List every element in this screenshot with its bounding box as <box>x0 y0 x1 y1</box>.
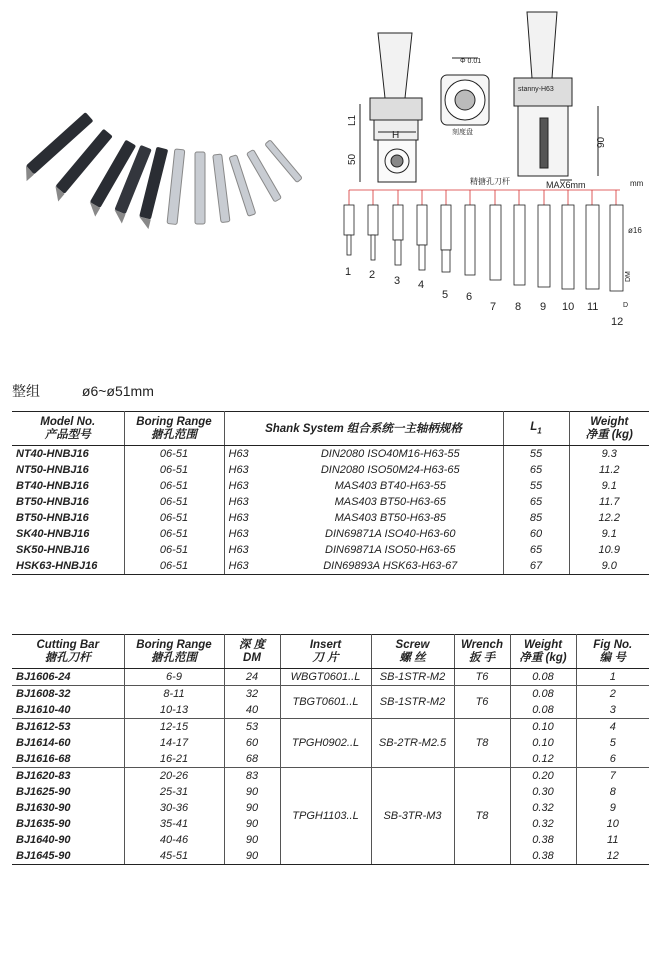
cell-sys: H63 <box>224 446 278 463</box>
holder-drawing-left <box>360 33 422 182</box>
cell-screw: SB-2TR-M2.5 <box>371 719 454 768</box>
cell-std: DIN69893A HSK63-H63-67 <box>278 558 503 575</box>
fig-number-labels <box>345 266 623 328</box>
d-label: D <box>623 302 629 309</box>
cell-weight: 0.32 <box>510 800 576 816</box>
cell-wrench: T8 <box>454 768 510 865</box>
cell-weight: 11.7 <box>569 494 649 510</box>
cell-depth: 32 <box>224 686 280 703</box>
cell-model: SK50-HNBJ16 <box>16 544 90 556</box>
cell-range: 6-9 <box>124 669 224 686</box>
cell-wrench: T6 <box>454 669 510 686</box>
fig-number: 4 <box>418 279 425 291</box>
dial-icon <box>441 58 489 125</box>
cell-depth: 90 <box>224 816 280 832</box>
cell-model: NT50-HNBJ16 <box>16 464 89 476</box>
cell-depth: 90 <box>224 784 280 800</box>
col-wrench: Wrench 扳 手 <box>454 635 510 669</box>
cell-l1: 60 <box>503 526 569 542</box>
connector-lines <box>349 190 620 205</box>
cell-std: DIN69871A ISO50-H63-65 <box>325 544 456 556</box>
cell-range: 06-51 <box>124 558 224 575</box>
cell-insert: WBGT0601..L <box>280 669 371 686</box>
cell-range: 06-51 <box>124 478 224 494</box>
fig-number: 2 <box>369 269 376 281</box>
cell-std: DIN2080 ISO40M16-H63-55 <box>320 448 460 460</box>
ninety-label: 90 <box>596 136 607 148</box>
cell-depth: 90 <box>224 832 280 848</box>
cell-sys: H63 <box>224 526 278 542</box>
holder-table-header <box>12 412 649 446</box>
cell-bar: BJ1640-90 <box>16 834 71 846</box>
col-depth: 深 度 DM <box>224 635 280 669</box>
col-model: Model No. 产品型号 <box>12 412 124 446</box>
fig-number: 12 <box>611 316 624 328</box>
cell-weight: 0.10 <box>510 719 576 736</box>
fifty-label: 50 <box>347 153 358 165</box>
col-l1: $L_1$ <box>503 412 569 446</box>
table-row <box>12 669 649 686</box>
cell-l1: 65 <box>503 462 569 478</box>
fig-number: 10 <box>562 301 575 313</box>
cell-l1: 67 <box>503 558 569 575</box>
cell-std: MAS403 BT50-H63-85 <box>334 512 446 524</box>
cell-depth: 90 <box>224 848 280 865</box>
table-row <box>12 768 649 785</box>
cell-fig: 4 <box>576 719 649 736</box>
col-range: Boring Range 搪孔范围 <box>124 635 224 669</box>
cell-fig: 12 <box>576 848 649 865</box>
fig-number: 1 <box>345 266 352 278</box>
bar-outlines <box>344 205 623 291</box>
cell-weight: 0.08 <box>510 686 576 703</box>
cell-model: BT50-HNBJ16 <box>16 496 89 508</box>
fig-number: 3 <box>394 275 401 287</box>
col-screw: Screw 螺 丝 <box>371 635 454 669</box>
cell-weight: 0.08 <box>510 669 576 686</box>
fig-number: 11 <box>587 301 599 313</box>
cell-range: 35-41 <box>124 816 224 832</box>
cell-range: 06-51 <box>124 542 224 558</box>
cell-depth: 68 <box>224 751 280 768</box>
table-row <box>12 558 649 575</box>
fig-number: 6 <box>466 291 473 303</box>
mm-label: mm <box>630 179 644 188</box>
cell-range: 25-31 <box>124 784 224 800</box>
table-row <box>12 686 649 703</box>
cell-insert: TBGT0601..L <box>280 686 371 719</box>
cell-weight: 0.38 <box>510 832 576 848</box>
cell-range: 06-51 <box>124 526 224 542</box>
cell-range: 16-21 <box>124 751 224 768</box>
table-row <box>12 462 649 478</box>
cell-std: MAS403 BT40-H63-55 <box>334 480 446 492</box>
cell-bar: BJ1625-90 <box>16 786 71 798</box>
cell-std: MAS403 BT50-H63-65 <box>334 496 446 508</box>
phi16-label: ø16 <box>628 226 642 235</box>
cell-weight: 10.9 <box>569 542 649 558</box>
cell-fig: 6 <box>576 751 649 768</box>
section-title-range: ø6~ø51mm <box>81 383 154 399</box>
cell-model: HSK63-HNBJ16 <box>12 558 124 575</box>
bar-caption: 精搪孔刀杆 <box>470 177 510 186</box>
cell-range: 14-17 <box>124 735 224 751</box>
cell-weight: 0.30 <box>510 784 576 800</box>
cell-weight: 11.2 <box>569 462 649 478</box>
holder-drawing-right <box>514 12 598 180</box>
cell-weight: 0.20 <box>510 768 576 785</box>
cell-range: 06-51 <box>124 510 224 526</box>
col-weight: Weight 净重 (kg) <box>569 412 649 446</box>
cell-weight: 9.1 <box>569 478 649 494</box>
col-fig: Fig No. 编 号 <box>576 635 649 669</box>
cell-weight: 9.1 <box>569 526 649 542</box>
cell-weight: 9.3 <box>569 446 649 463</box>
cell-depth: 90 <box>224 800 280 816</box>
cell-model: BT50-HNBJ16 <box>16 512 89 524</box>
max6-label: MAX6mm <box>546 180 586 190</box>
cell-fig: 1 <box>576 669 649 686</box>
fig-number: 8 <box>515 301 522 313</box>
cutting-bar-table <box>12 634 649 865</box>
table-row <box>12 478 649 494</box>
cell-bar: BJ1614-60 <box>16 737 71 749</box>
cell-sys: H63 <box>224 478 278 494</box>
cell-fig: 5 <box>576 735 649 751</box>
table-row <box>12 446 649 463</box>
cell-weight: 0.10 <box>510 735 576 751</box>
cell-depth: 40 <box>224 702 280 719</box>
section-title <box>12 381 192 401</box>
cell-l1: 55 <box>503 446 569 463</box>
fig-number: 9 <box>540 301 547 313</box>
cell-bar: BJ1620-83 <box>12 768 124 785</box>
cell-model: NT40-HNBJ16 <box>16 448 89 460</box>
cell-insert: TPGH0902..L <box>280 719 371 768</box>
cell-bar: BJ1610-40 <box>16 704 71 716</box>
cell-fig: 7 <box>576 768 649 785</box>
cell-depth: 60 <box>224 735 280 751</box>
cell-range: 06-51 <box>124 462 224 478</box>
dm-label: DM <box>625 271 632 282</box>
cell-bar: BJ1630-90 <box>16 802 71 814</box>
cell-depth: 83 <box>224 768 280 785</box>
cell-bar: BJ1608-32 <box>12 686 124 703</box>
cell-wrench: T6 <box>454 686 510 719</box>
l1-label: L1 <box>347 114 358 126</box>
cutting-bar-table-header <box>12 635 649 669</box>
cell-weight: 9.0 <box>569 558 649 575</box>
cell-model: BT40-HNBJ16 <box>16 480 89 492</box>
cell-fig: 9 <box>576 800 649 816</box>
cell-fig: 8 <box>576 784 649 800</box>
cell-wrench: T8 <box>454 719 510 768</box>
cell-sys: H63 <box>224 542 278 558</box>
holder-table <box>12 411 649 575</box>
product-figure <box>0 0 659 330</box>
cell-sys: H63 <box>224 494 278 510</box>
phi001-label: Φ 0.01 <box>460 58 482 65</box>
cell-range: 12-15 <box>124 719 224 736</box>
cell-l1: 55 <box>503 478 569 494</box>
cell-screw: SB-1STR-M2 <box>371 686 454 719</box>
cell-weight: 0.38 <box>510 848 576 865</box>
section-title-name: 整组 <box>12 383 40 399</box>
cell-weight: 0.08 <box>510 702 576 719</box>
shank-label: stanny-H63 <box>518 86 554 93</box>
table-row <box>12 526 649 542</box>
cell-range: 45-51 <box>124 848 224 865</box>
cell-range: 30-36 <box>124 800 224 816</box>
cell-screw: SB-1STR-M2 <box>371 669 454 686</box>
cell-screw: SB-3TR-M3 <box>371 768 454 865</box>
cell-range: 20-26 <box>124 768 224 785</box>
col-weight: Weight 净重 (kg) <box>510 635 576 669</box>
cell-bar: BJ1606-24 <box>16 671 71 683</box>
cell-insert: TPGH1103..L <box>280 768 371 865</box>
cell-bar: BJ1616-68 <box>16 753 71 765</box>
col-shank: Shank System 组合系统一主轴柄规格 <box>224 412 503 446</box>
cell-sys: H63 <box>224 510 278 526</box>
cell-l1: 65 <box>503 494 569 510</box>
cell-range: 10-13 <box>124 702 224 719</box>
table-row <box>12 510 649 526</box>
table-row <box>12 719 649 736</box>
cell-depth: 24 <box>224 669 280 686</box>
col-range: Boring Range 搪孔范围 <box>124 412 224 446</box>
cell-depth: 53 <box>224 719 280 736</box>
cell-sys: H63 <box>224 462 278 478</box>
cell-bar: BJ1645-90 <box>12 848 124 865</box>
scale-caption: 刻度盘 <box>452 129 473 136</box>
table-row <box>12 542 649 558</box>
fig-number: 7 <box>490 301 497 313</box>
boring-bars-photo <box>19 112 303 229</box>
cell-fig: 3 <box>576 702 649 719</box>
h-label: H <box>392 130 400 141</box>
cell-model: SK40-HNBJ16 <box>16 528 90 540</box>
cell-range: 06-51 <box>124 446 224 463</box>
cell-fig: 10 <box>576 816 649 832</box>
cell-std: DIN2080 ISO50M24-H63-65 <box>320 464 460 476</box>
cell-sys: H63 <box>224 558 278 575</box>
cell-weight: 0.12 <box>510 751 576 768</box>
cell-weight: 12.2 <box>569 510 649 526</box>
col-bar: Cutting Bar 搪孔刀杆 <box>12 635 124 669</box>
cell-range: 06-51 <box>124 494 224 510</box>
col-insert: Insert 刀 片 <box>280 635 371 669</box>
table-row <box>12 494 649 510</box>
cell-l1: 65 <box>503 542 569 558</box>
cell-bar: BJ1635-90 <box>16 818 71 830</box>
cell-bar: BJ1612-53 <box>12 719 124 736</box>
cell-std: DIN69871A ISO40-H63-60 <box>325 528 456 540</box>
cell-range: 8-11 <box>124 686 224 703</box>
cell-l1: 85 <box>503 510 569 526</box>
cell-weight: 0.32 <box>510 816 576 832</box>
cell-fig: 11 <box>576 832 649 848</box>
fig-number: 5 <box>442 289 449 301</box>
cell-fig: 2 <box>576 686 649 703</box>
cell-range: 40-46 <box>124 832 224 848</box>
